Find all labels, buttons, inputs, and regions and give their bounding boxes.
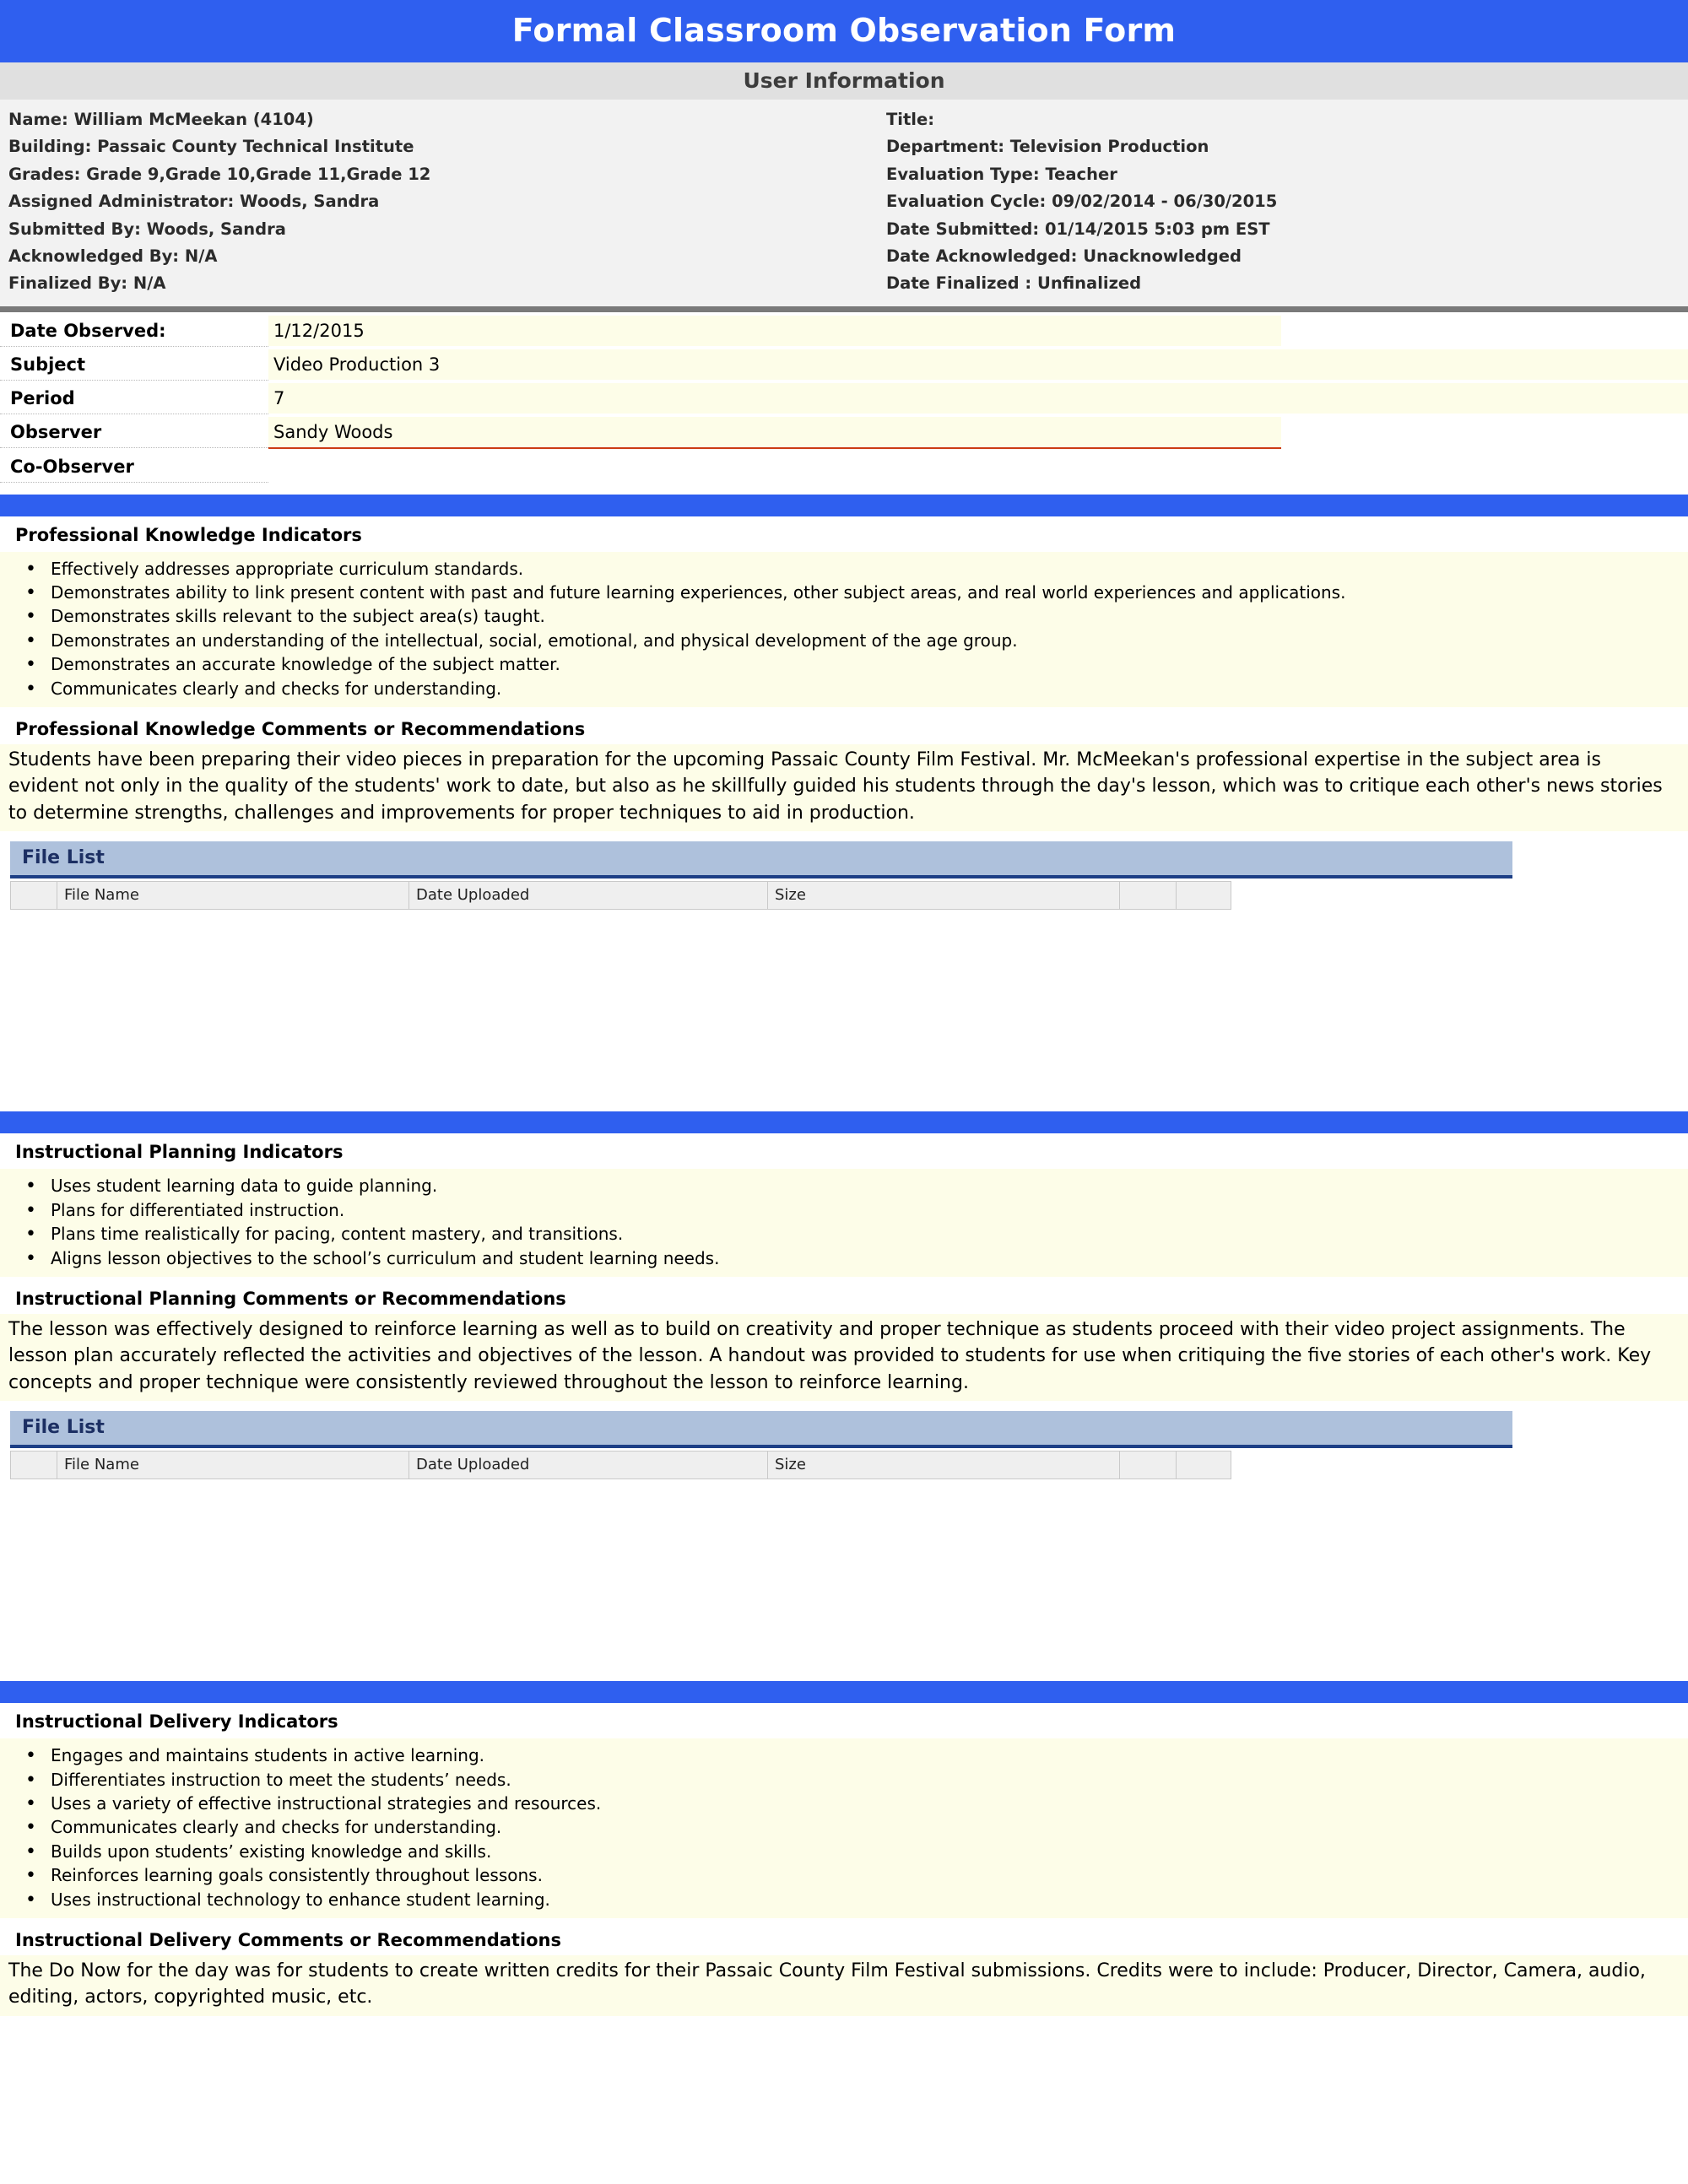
professional-knowledge-indicator-list [0, 552, 1688, 707]
file-list-col-action-2 [1177, 1451, 1231, 1479]
list-item: • Reinforces learning goals consistently throughout lessons. [0, 1863, 1688, 1887]
file-list-col-select [11, 1451, 57, 1479]
list-item: • Plans time realistically for pacing, content mastery, and transitions. [0, 1222, 1688, 1246]
table-row [11, 1451, 1231, 1479]
meta-row-date-observed [0, 316, 1688, 347]
meta-value-observer: Sandy Woods [268, 417, 1281, 449]
list-item: • Communicates clearly and checks for understanding. [0, 1815, 1688, 1839]
meta-value-date-observed: 1/12/2015 [268, 316, 1281, 346]
file-list-col-file-name[interactable]: File Name [57, 882, 409, 910]
observation-meta [0, 312, 1688, 483]
user-information-panel [0, 100, 1688, 312]
user-info-date-finalized: Date Finalized : Unfinalized [886, 273, 1142, 294]
user-info-date-acknowledged: Date Acknowledged: Unacknowledged [886, 246, 1242, 266]
user-info-evaluation-cycle: Evaluation Cycle: 09/02/2014 - 06/30/2015 [886, 192, 1278, 212]
list-item: • Engages and maintains students in active learning. [0, 1743, 1688, 1767]
meta-label-observer: Observer [0, 417, 268, 448]
instructional-delivery-indicators-title: Instructional Delivery Indicators [15, 1711, 338, 1733]
list-item: • Demonstrates ability to link present content with past and future learning experiences, other subject areas, and real world experiences and applications. [0, 581, 1688, 604]
meta-label-period: Period [0, 383, 268, 414]
file-list-header: File List [10, 841, 1512, 878]
user-info-finalized-by: Finalized By: N/A [8, 273, 166, 294]
list-item: • Plans for differentiated instruction. [0, 1198, 1688, 1222]
file-list-col-action-1 [1120, 882, 1177, 910]
list-item: • Demonstrates skills relevant to the subject area(s) taught. [0, 604, 1688, 628]
section-divider-instructional-delivery [0, 1681, 1688, 1703]
file-list-empty-area [10, 1479, 1512, 1669]
user-info-evaluation-type: Evaluation Type: Teacher [886, 164, 1117, 184]
meta-label-subject: Subject [0, 349, 268, 381]
file-list-col-action-1 [1120, 1451, 1177, 1479]
professional-knowledge-comments-title: Professional Knowledge Comments or Recommendations [15, 718, 586, 739]
file-list-empty-area [10, 910, 1512, 1100]
meta-value-period: 7 [268, 383, 1688, 414]
list-item: • Uses instructional technology to enhance student learning. [0, 1888, 1688, 1911]
list-item: • Builds upon students’ existing knowledge and skills. [0, 1840, 1688, 1863]
file-list-col-date-uploaded[interactable]: Date Uploaded [409, 882, 768, 910]
file-list-professional-knowledge [10, 841, 1512, 1100]
meta-label-co-observer: Co-Observer [0, 451, 268, 483]
professional-knowledge-indicators-title: Professional Knowledge Indicators [15, 524, 362, 545]
file-list-col-action-2 [1177, 882, 1231, 910]
list-item: • Differentiates instruction to meet the students’ needs. [0, 1768, 1688, 1792]
user-info-title: Title: [886, 110, 935, 129]
user-info-date-submitted: Date Submitted: 01/14/2015 5:03 pm EST [886, 219, 1270, 239]
user-info-name: Name: William McMeekan (4104) [8, 110, 314, 129]
file-list-col-size[interactable]: Size [768, 1451, 1120, 1479]
page-title: Formal Classroom Observation Form [0, 0, 1688, 62]
list-item: • Effectively addresses appropriate curriculum standards. [0, 557, 1688, 581]
instructional-planning-indicator-list [0, 1169, 1688, 1277]
file-list-col-size[interactable]: Size [768, 882, 1120, 910]
user-info-building: Building: Passaic County Technical Institute [8, 137, 414, 157]
user-info-grades: Grades: Grade 9,Grade 10,Grade 11,Grade 12 [8, 164, 431, 184]
user-info-acknowledged-by: Acknowledged By: N/A [8, 246, 218, 266]
meta-value-subject: Video Production 3 [268, 349, 1688, 380]
file-list-header: File List [10, 1411, 1512, 1448]
meta-value-co-observer [268, 451, 1688, 473]
section-divider-instructional-planning [0, 1111, 1688, 1133]
list-item: • Demonstrates an understanding of the intellectual, social, emotional, and physical development of the age group. [0, 629, 1688, 652]
file-list-table [10, 881, 1231, 910]
meta-row-co-observer [0, 451, 1688, 483]
list-item: • Uses a variety of effective instructional strategies and resources. [0, 1792, 1688, 1815]
file-list-col-select [11, 882, 57, 910]
list-item: • Uses student learning data to guide planning. [0, 1174, 1688, 1197]
professional-knowledge-comments-body: Students have been preparing their video pieces in preparation for the upcoming Passaic County Film Festival. Mr. McMeekan's professional expertise in the subject area is evident not only in the quality of the students' work to date, but also as he skillfully guided his students through the day's lesson, which was to critique each other's news stories to determine strengths, challenges and improvements for proper techniques to aid in production. [0, 744, 1688, 831]
meta-row-period [0, 383, 1688, 414]
user-info-assigned-administrator: Assigned Administrator: Woods, Sandra [8, 192, 380, 212]
list-item: • Communicates clearly and checks for understanding. [0, 677, 1688, 700]
file-list-col-file-name[interactable]: File Name [57, 1451, 409, 1479]
user-information-header: User Information [0, 62, 1688, 100]
instructional-planning-comments-title: Instructional Planning Comments or Recommendations [15, 1288, 566, 1309]
list-item: • Aligns lesson objectives to the school’s curriculum and student learning needs. [0, 1246, 1688, 1270]
table-row [11, 882, 1231, 910]
instructional-planning-comments-body: The lesson was effectively designed to reinforce learning as well as to build on creativity and proper technique as students proceed with their video project assignments. The lesson plan accurately reflected the activities and objectives of the lesson. A handout was provided to students for use when critiquing the five stories of each other's work. Key concepts and proper technique were consistently reviewed throughout the lesson to reinforce learning. [0, 1314, 1688, 1401]
instructional-planning-indicators-title: Instructional Planning Indicators [15, 1142, 344, 1163]
user-info-department: Department: Television Production [886, 137, 1209, 157]
meta-label-date-observed: Date Observed: [0, 316, 268, 347]
user-info-submitted-by: Submitted By: Woods, Sandra [8, 219, 286, 239]
instructional-delivery-comments-body: The Do Now for the day was for students to create written credits for their Passaic County Film Festival submissions. Credits were to include: Producer, Director, Camera, audio, editing, actors, copyrighted music, etc. [0, 1955, 1688, 2016]
meta-row-observer [0, 417, 1688, 449]
instructional-delivery-indicator-list [0, 1738, 1688, 1918]
section-divider-professional-knowledge [0, 495, 1688, 516]
file-list-col-date-uploaded[interactable]: Date Uploaded [409, 1451, 768, 1479]
list-item: • Demonstrates an accurate knowledge of the subject matter. [0, 652, 1688, 676]
instructional-delivery-comments-title: Instructional Delivery Comments or Recommendations [15, 1929, 562, 1950]
file-list-table [10, 1451, 1231, 1479]
file-list-instructional-planning [10, 1411, 1512, 1669]
meta-row-subject [0, 349, 1688, 381]
